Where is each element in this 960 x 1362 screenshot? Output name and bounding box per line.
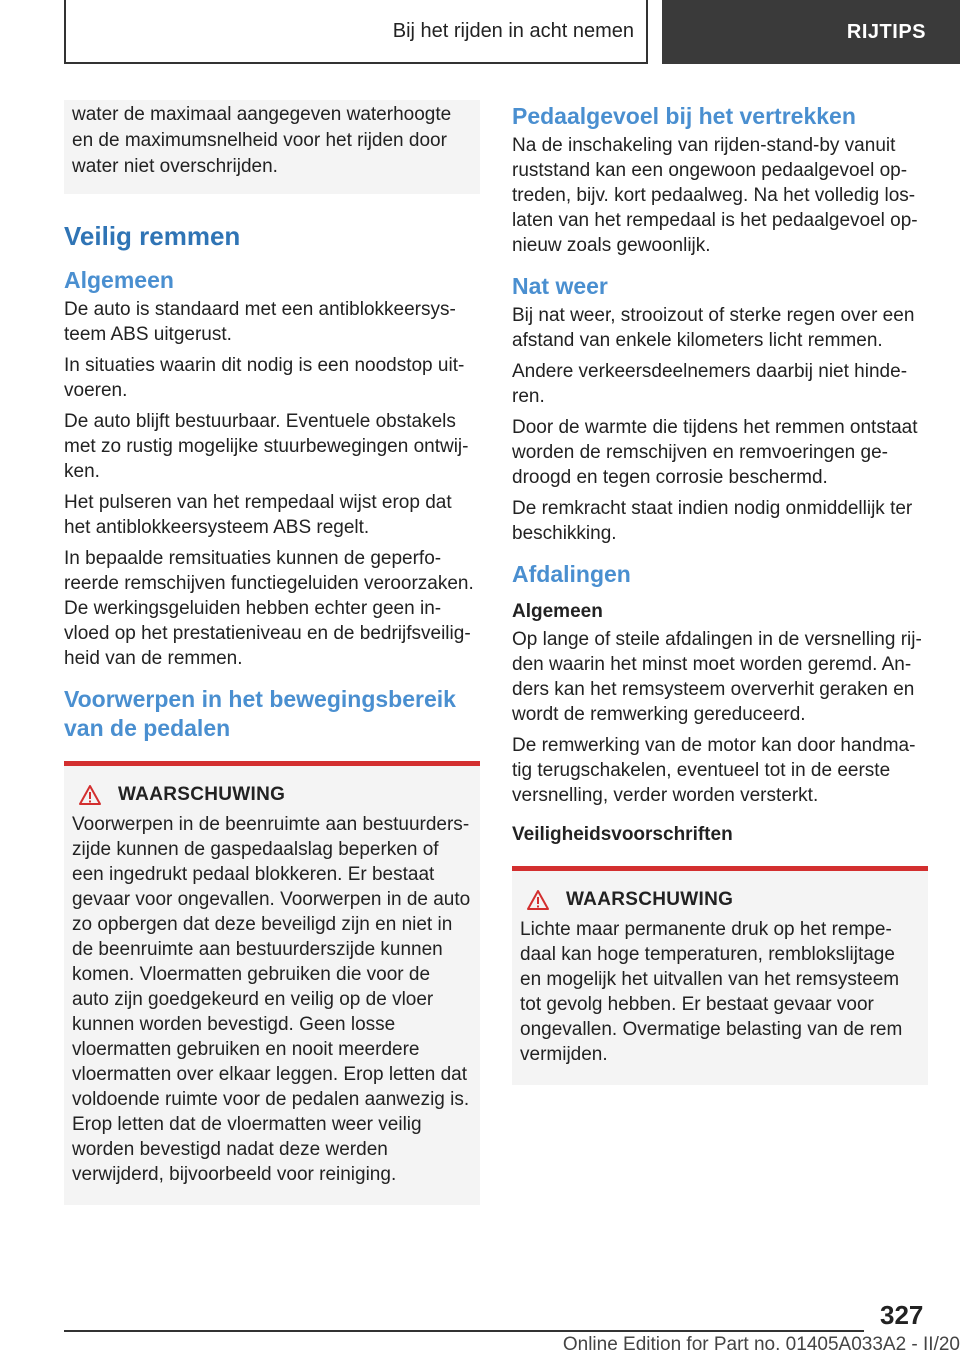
paragraph: De auto blijft bestuurbaar. Eventuele obstakels met zo rustig mogelijke stuurbewegingen ontwijken. bbox=[64, 411, 469, 482]
left-column bbox=[64, 100, 480, 1205]
heading-nat-weer: Nat weer bbox=[512, 273, 608, 299]
paragraph: Bij nat weer, strooizout of sterke regen over een afstand van enkele kilometers licht remmen. bbox=[512, 305, 915, 351]
paragraph: De remkracht staat indien nodig onmiddellijk ter beschikking. bbox=[512, 498, 913, 544]
heading-veilig-remmen: Veilig remmen bbox=[64, 221, 241, 251]
chapter-title: RIJTIPS bbox=[846, 20, 926, 43]
section-title: Bij het rijden in acht nemen bbox=[392, 19, 634, 42]
footer-rule bbox=[64, 1330, 864, 1332]
warning-header bbox=[72, 784, 472, 806]
warning-header bbox=[520, 889, 920, 911]
heading-pedaalgevoel: Pedaalgevoel bij het vertrekken bbox=[512, 103, 856, 129]
paragraph: In situaties waarin dit nodig is een noodstop uitvoeren. bbox=[64, 355, 465, 401]
paragraph: De remwerking van de motor kan door handmatig terugschakelen, eventueel tot in de eerste versnelling, verder worden versterkt. bbox=[512, 735, 916, 806]
paragraph: Andere verkeersdeelnemers daarbij niet hinderen. bbox=[512, 361, 908, 407]
warning-box bbox=[512, 866, 928, 1085]
warning-triangle-icon bbox=[526, 889, 550, 911]
heading-afdalingen: Afdalingen bbox=[512, 561, 631, 587]
warning-title: WAARSCHUWING bbox=[566, 889, 734, 910]
paragraph: Na de inschakeling van rijden-stand-by vanuit ruststand kan een ongewoon pedaalgevoel optreden, bijv. kort pedaalweg. Na het volledig loslaten van het rempedaal is het pedaalgevoel opnieuw zoals gewoonlijk. bbox=[512, 135, 918, 256]
heading-algemeen-minor: Algemeen bbox=[512, 601, 603, 622]
heading-algemeen: Algemeen bbox=[64, 267, 174, 293]
note-text: water de maximaal aangegeven waterhoogte en de maximumsnelheid voor het rijden door water niet overschrijden. bbox=[72, 104, 452, 177]
paragraph: Het pulseren van het rempedaal wijst erop dat het antiblokkeersysteem ABS regelt. bbox=[64, 492, 452, 538]
heading-voorwerpen: Voorwerpen in het bewegingsbereik van de pedalen bbox=[64, 686, 456, 741]
paragraph: In bepaalde remsituaties kunnen de geperforeerde remschijven functiegeluiden veroorzaken. De werkingsgeluiden hebben echter geen invloed op het prestatieniveau en de bedrijfsveiligheid van de remmen. bbox=[64, 548, 474, 669]
warning-box bbox=[64, 761, 480, 1205]
page-number: 327 bbox=[880, 1300, 924, 1330]
paragraph: Op lange of steile afdalingen in de versnelling rijden waarin het minst moet worden geremd. Anders kan het remsysteem oververhit geraken en wordt de remwerking gereduceerd. bbox=[512, 629, 922, 725]
note-box bbox=[64, 100, 480, 194]
warning-triangle-icon bbox=[78, 784, 102, 806]
paragraph: Door de warmte die tijdens het remmen ontstaat worden de remschijven en remvoeringen gedroogd en tegen corrosie beschermd. bbox=[512, 417, 918, 488]
footer-edition: Online Edition for Part no. 01405A033A2 - II/20 bbox=[562, 1334, 960, 1355]
right-column bbox=[512, 100, 928, 1085]
running-header-section bbox=[64, 0, 648, 64]
paragraph: De auto is standaard met een antiblokkeersysteem ABS uitgerust. bbox=[64, 299, 456, 345]
warning-title: WAARSCHUWING bbox=[118, 784, 286, 805]
heading-veiligheidsvoorschriften: Veiligheidsvoorschriften bbox=[512, 824, 733, 845]
warning-text: Lichte maar permanente druk op het rempedaal kan hoge temperaturen, remblokslijtage en mogelijk het uitvallen van het remsysteem tot gevolg hebben. Er bestaat gevaar voor ongevallen. Overmatige belasting van de rem vermijden. bbox=[520, 919, 903, 1065]
running-header-chapter bbox=[662, 0, 960, 64]
warning-text: Voorwerpen in de beenruimte aan bestuurderszijde kunnen de gaspedaalslag beperken of een ingedrukt pedaal blokkeren. Er bestaat gevaar voor ongevallen. Voorwerpen in de auto zo opbergen dat deze beveiligd zijn en niet in de beenruimte aan bestuurderszijde kunnen komen. Vloermatten gebruiken die voor de auto zijn goedgekeurd en veilig op de vloer kunnen worden bevestigd. Geen losse vloermatten gebruiken en nooit meerdere vloermatten over elkaar leggen. Erop letten dat voldoende ruimte voor de pedalen aanwezig is. Erop letten dat de vloermatten weer veilig worden bevestigd nadat deze werden verwijderd, bijvoorbeeld voor reiniging. bbox=[72, 814, 471, 1185]
